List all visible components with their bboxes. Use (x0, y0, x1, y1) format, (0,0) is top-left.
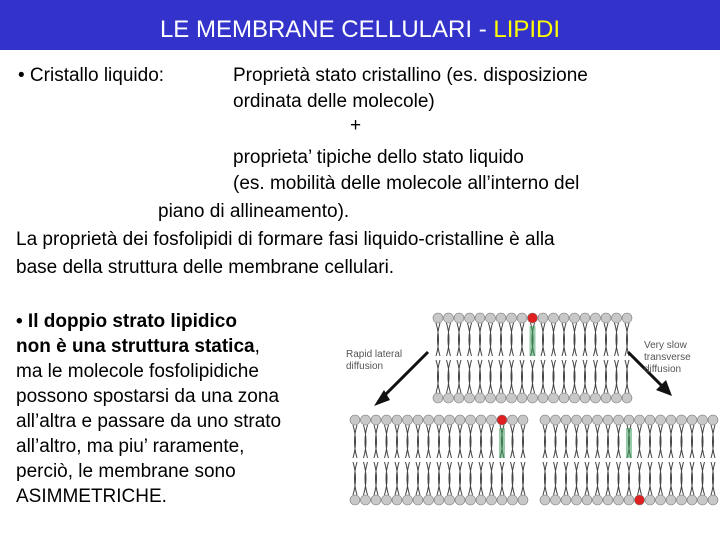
lipid-head (551, 495, 561, 505)
lipid-head (476, 495, 486, 505)
lipid-head (538, 393, 548, 403)
lipid-head (591, 393, 601, 403)
lipid-head (622, 393, 632, 403)
lipid-head (698, 495, 708, 505)
text-line: (es. mobilità delle molecole all’interno del (233, 173, 580, 194)
lipid-head (517, 393, 527, 403)
bilayer-line: perciò, le membrane sono (16, 461, 236, 482)
text-line: proprieta’ tipiche dello stato liquido (233, 147, 524, 168)
label-right-line-2: transverse (644, 352, 691, 363)
label-right-line-3: diffusion (644, 364, 682, 375)
bullet-cristallo-label: • Cristallo liquido: (18, 65, 165, 86)
lipid-head (601, 393, 611, 403)
lipid-head (454, 393, 464, 403)
lipid-head (496, 313, 506, 323)
lipid-head (687, 415, 697, 425)
lipid-head (570, 313, 580, 323)
lipid-head (350, 495, 360, 505)
lipid-head (392, 415, 402, 425)
lipid-head (624, 495, 634, 505)
lipid-head (403, 415, 413, 425)
bilayer-bottom-right (540, 415, 718, 505)
lipid-head (361, 495, 371, 505)
lipid-head (612, 313, 622, 323)
lipid-head (572, 415, 582, 425)
lipid-head (677, 495, 687, 505)
lipid-head (466, 495, 476, 505)
lipid-head (518, 495, 528, 505)
text-line: ordinata delle molecole) (233, 91, 435, 112)
lipid-head (708, 495, 718, 505)
label-left (346, 349, 402, 372)
label-left-line-2: diffusion (346, 361, 384, 372)
label-right (644, 340, 691, 375)
lipid-head (371, 415, 381, 425)
lipid-head (361, 415, 371, 425)
lipid-head (465, 393, 475, 403)
highlighted-lipid-tail (530, 326, 536, 356)
lipid-head (433, 313, 443, 323)
plus-sign: + (350, 115, 362, 136)
lipid-head (614, 495, 624, 505)
text-line: piano di allineamento). (158, 201, 350, 222)
lipid-head (570, 393, 580, 403)
lipid-head (538, 313, 548, 323)
lipid-head (635, 415, 645, 425)
bilayer-line: ASIMMETRICHE. (16, 486, 167, 507)
lipid-head (475, 393, 485, 403)
lipid-head (559, 393, 569, 403)
paragraph-line: La proprietà dei fosfolipidi di formare fasi liquido-cristalline è alla (16, 229, 555, 250)
lipid-head (455, 415, 465, 425)
lipid-head (424, 495, 434, 505)
lipid-head (413, 495, 423, 505)
lipid-head (603, 495, 613, 505)
lipid-head (645, 495, 655, 505)
lipid-head (645, 415, 655, 425)
lipid-head (424, 415, 434, 425)
lipid-head (698, 415, 708, 425)
lipid-head (624, 415, 634, 425)
label-left-line-1: Rapid lateral (346, 349, 403, 360)
lipid-head (593, 495, 603, 505)
lipid-head (582, 495, 592, 505)
page-title-accent: LIPIDI (493, 16, 561, 43)
lipid-head (666, 415, 676, 425)
bilayer-line: possono spostarsi da una zona (16, 386, 280, 407)
lipid-head (540, 415, 550, 425)
lipid-head (496, 393, 506, 403)
lipid-head (371, 495, 381, 505)
lipid-head (444, 313, 454, 323)
lipid-head (487, 495, 497, 505)
label-right-line-1: Very slow (644, 340, 687, 351)
bilayer-top (433, 313, 632, 403)
lipid-head (551, 415, 561, 425)
lipid-head (497, 495, 507, 505)
bilayer-bold-line: non è una struttura statica (16, 336, 255, 357)
lipid-head (444, 393, 454, 403)
lipid-head (580, 393, 590, 403)
lipid-head (517, 313, 527, 323)
lipid-head (528, 393, 538, 403)
lipid-head (392, 495, 402, 505)
lipid-head (507, 313, 517, 323)
lipid-head (572, 495, 582, 505)
lipid-head (507, 393, 517, 403)
lipid-head (591, 313, 601, 323)
text-line: Proprietà stato cristallino (es. disposizione (233, 65, 588, 86)
lipid-head (508, 495, 518, 505)
paragraph-line: base della struttura delle membrane cellulari. (16, 257, 395, 278)
lipid-head (656, 415, 666, 425)
comma: , (254, 336, 260, 357)
bullet-bilayer-bold: • Il doppio strato lipidico (16, 311, 237, 332)
lipid-head (454, 313, 464, 323)
lipid-head (612, 393, 622, 403)
lipid-head (622, 313, 632, 323)
lipid-head (403, 495, 413, 505)
lipid-head (486, 313, 496, 323)
lipid-head (487, 415, 497, 425)
lipid-head (434, 415, 444, 425)
lipid-head (382, 415, 392, 425)
lipid-head (433, 393, 443, 403)
lipid-head (549, 393, 559, 403)
lipid-head (656, 495, 666, 505)
lipid-head (465, 313, 475, 323)
highlighted-lipid-head (497, 415, 507, 425)
lipid-head (350, 415, 360, 425)
highlighted-lipid-tail (499, 428, 505, 458)
lipid-head (601, 313, 611, 323)
lipid-head (561, 495, 571, 505)
bilayer-line: all’altra e passare da uno strato (16, 411, 282, 432)
bilayer-bottom-left (350, 415, 528, 505)
lipid-head (549, 313, 559, 323)
lipid-head (445, 495, 455, 505)
lipid-head (455, 495, 465, 505)
lipid-head (540, 495, 550, 505)
lipid-head (475, 313, 485, 323)
highlighted-lipid-head (528, 313, 538, 323)
lipid-head (708, 415, 718, 425)
highlighted-lipid-head (635, 495, 645, 505)
lipid-head (508, 415, 518, 425)
lipid-head (413, 415, 423, 425)
lipid-head (593, 415, 603, 425)
bilayer-line: all’altro, ma piu’ raramente, (16, 436, 245, 457)
lipid-head (476, 415, 486, 425)
lipid-head (614, 415, 624, 425)
lipid-head (518, 415, 528, 425)
lipid-head (666, 495, 676, 505)
lipid-head (559, 313, 569, 323)
lipid-head (580, 313, 590, 323)
lipid-head (486, 393, 496, 403)
lipid-head (687, 495, 697, 505)
bilayer-line: ma le molecole fosfolipidiche (16, 361, 259, 382)
lipid-head (561, 415, 571, 425)
lipid-head (677, 415, 687, 425)
page-title: LE MEMBRANE CELLULARI - (159, 16, 494, 43)
lipid-head (466, 415, 476, 425)
lipid-head (445, 415, 455, 425)
lipid-head (382, 495, 392, 505)
highlighted-lipid-tail (626, 428, 632, 458)
lipid-head (603, 415, 613, 425)
lipid-head (582, 415, 592, 425)
lipid-head (434, 495, 444, 505)
